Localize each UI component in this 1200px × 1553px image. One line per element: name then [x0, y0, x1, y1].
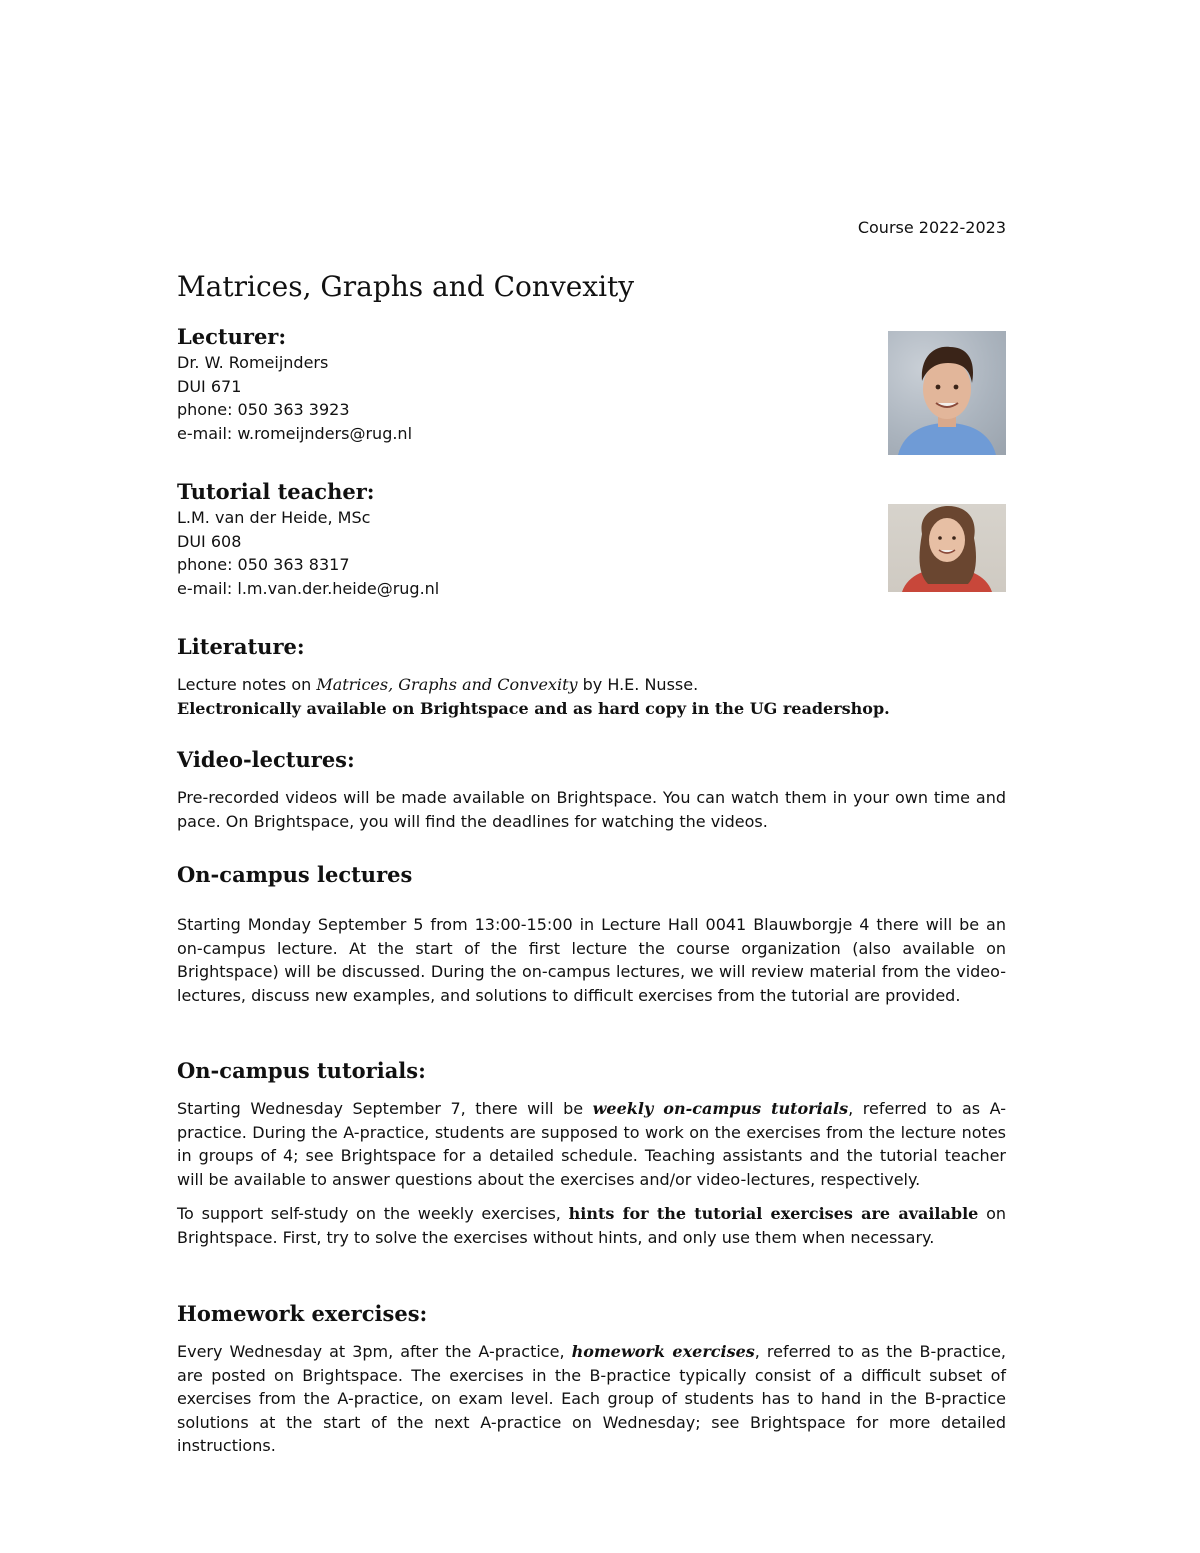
- tutorials-p1-prefix: Starting Wednesday September 7, there will be: [177, 1099, 593, 1118]
- literature-title: Matrices, Graphs and Convexity: [316, 675, 578, 694]
- document-page: [177, 0, 1006, 1553]
- teacher-portrait-icon: [888, 504, 1006, 592]
- teacher-photo: [888, 504, 1006, 592]
- document-title: Matrices, Graphs and Convexity: [177, 270, 635, 303]
- lecturer-portrait-icon: [888, 331, 1006, 455]
- homework-suffix: , referred to as the B-practice, are posted on Brightspace. The exercises in the B-practice typically consist of a difficult subset of exercises from the A-practice, on exam level. Each group of students has to hand in the B-practice solutions at the start of the next A-practice on Wednesday; see Brightspace for more detailed instructions.: [177, 1342, 1007, 1455]
- homework-heading: Homework exercises:: [177, 1301, 428, 1326]
- literature-line: [177, 673, 1006, 697]
- literature-heading: Literature:: [177, 634, 305, 659]
- teacher-office: DUI 608: [177, 531, 242, 551]
- on-campus-lectures-section: [177, 861, 1006, 1007]
- homework-emphasis: homework exercises: [571, 1342, 755, 1361]
- on-campus-tutorials-paragraph-2: [177, 1202, 1006, 1249]
- on-campus-tutorials-heading: On-campus tutorials:: [177, 1058, 426, 1083]
- teacher-email: e-mail: l.m.van.der.heide@rug.nl: [177, 578, 440, 598]
- course-year: Course 2022-2023: [857, 218, 1006, 237]
- on-campus-lectures-heading: On-campus lectures: [177, 862, 413, 887]
- teacher-phone: phone: 050 363 8317: [177, 555, 350, 574]
- literature-prefix: Lecture notes on: [177, 675, 317, 694]
- literature-section: [177, 633, 1006, 720]
- lecturer-heading: Lecturer:: [177, 324, 287, 349]
- lecturer-photo: [888, 331, 1006, 455]
- tutorials-p1-suffix: , referred to as A-practice. During the A-practice, students are supposed to work on the exercises from the lecture notes in groups of 4; see Brightspace for a detailed schedule. Teaching assistants and the tutorial teacher will be available to answer questions about the exercises and/or video-lectures, respectively.: [177, 1099, 1007, 1189]
- video-lectures-text: Pre-recorded videos will be made available on Brightspace. You can watch them in your own time and pace. On Brightspace, you will find the deadlines for watching the videos.: [177, 788, 1006, 831]
- lecturer-name: Dr. W. Romeijnders: [177, 353, 329, 372]
- literature-availability: Electronically available on Brightspace and as hard copy in the UG readershop.: [177, 698, 890, 718]
- tutorials-p2-prefix: To support self-study on the weekly exercises,: [177, 1204, 569, 1223]
- tutorial-teacher-heading: Tutorial teacher:: [177, 479, 375, 504]
- literature-suffix: by H.E. Nusse.: [577, 675, 699, 694]
- homework-prefix: Every Wednesday at 3pm, after the A-practice,: [177, 1342, 572, 1361]
- lecturer-phone: phone: 050 363 3923: [177, 400, 350, 419]
- homework-section: [177, 1300, 1006, 1458]
- on-campus-tutorials-paragraph-1: [177, 1097, 1006, 1191]
- tutorials-p2-suffix: on Brightspace. First, try to solve the exercises without hints, and only use them when necessary.: [177, 1204, 1007, 1247]
- homework-paragraph: [177, 1340, 1006, 1458]
- video-lectures-heading: Video-lectures:: [177, 747, 355, 772]
- lecturer-email: e-mail: w.romeijnders@rug.nl: [177, 423, 413, 443]
- hints-emphasis: hints for the tutorial exercises are available: [568, 1204, 979, 1223]
- on-campus-tutorials-section: [177, 1057, 1006, 1249]
- tutorial-teacher-section: [177, 478, 1006, 600]
- video-lectures-section: [177, 746, 1006, 833]
- on-campus-lectures-text: Starting Monday September 5 from 13:00-15:00 in Lecture Hall 0041 Blauwborgje 4 there will be an on-campus lecture. At the start of the first lecture the course organization (also available on Brightspace) will be discussed. During the on-campus lectures, we will review material from the video-lectures, discuss new examples, and solutions to difficult exercises from the tutorial are provided.: [177, 915, 1006, 1005]
- teacher-name: L.M. van der Heide, MSc: [177, 508, 371, 527]
- weekly-tutorials-emphasis: weekly on-campus tutorials: [592, 1099, 849, 1118]
- lecturer-section: [177, 323, 1006, 445]
- lecturer-office: DUI 671: [177, 376, 242, 396]
